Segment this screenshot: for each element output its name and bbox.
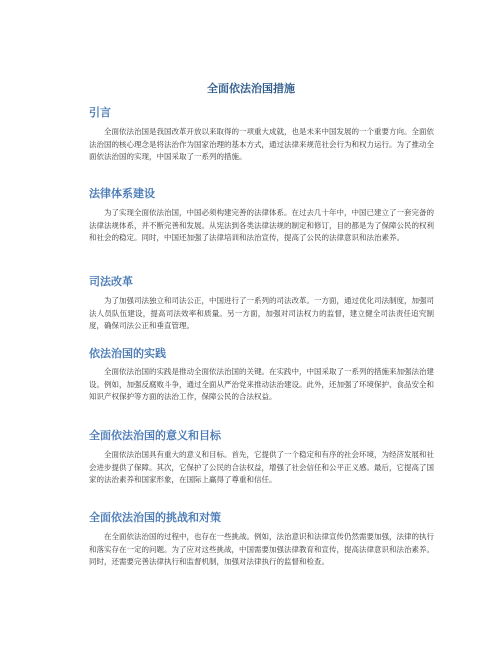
section-body-legal-system: 为了实现全面依法治国，中国必须构建完善的法律体系。在过去几十年中，中国已建立了一套完备的法律法规体系，并不断完善和发展。从宪法到各类法律法规的制定和修订，目的都是为了保障公民的权利和社会的稳定。同时，中国还加强了法律培训和法治宣传，提高了公民的法律意识和法治素养。 bbox=[89, 208, 434, 243]
section-heading-judicial-reform: 司法改革 bbox=[89, 275, 133, 288]
section-body-challenges: 在全面依法治国的过程中，也存在一些挑战。例如，法治意识和法律宣传仍然需要加强，法律的执行和落实存在一定的问题。为了应对这些挑战，中国需要加强法律教育和宣传，提高法律意识和法治素养。同时，还需要完善法律执行和监督机制，加强对法律执行的监督和检查。 bbox=[89, 532, 434, 567]
section-heading-significance: 全面依法治国的意义和目标 bbox=[89, 429, 221, 442]
section-heading-introduction: 引言 bbox=[89, 106, 111, 119]
section-body-significance: 全面依法治国具有重大的意义和目标。首先，它提供了一个稳定和有序的社会环境，为经济发展和社会进步提供了保障。其次，它保护了公民的合法权益，增强了社会信任和公平正义感。最后，它提高了国家的法治素养和国家形象，在国际上赢得了尊重和信任。 bbox=[89, 450, 434, 485]
section-body-judicial-reform: 为了加强司法独立和司法公正，中国进行了一系列的司法改革。一方面，通过优化司法制度，加强司法人员队伍建设，提高司法效率和质量。另一方面，加强对司法权力的监督，建立健全司法责任追究制度，确保司法公正和垂直管理。 bbox=[89, 296, 434, 331]
document-title: 全面依法治国措施 bbox=[207, 82, 295, 95]
section-body-introduction: 全面依法治国是我国改革开放以来取得的一项重大成就，也是未来中国发展的一个重要方向。全面依法治国的核心理念是将法治作为国家治理的基本方式，通过法律来规范社会行为和权力运行。为了推动全面依法治国的实现，中国采取了一系列的措施。 bbox=[89, 127, 434, 162]
section-body-practice: 全面依法治国的实践是推动全面依法治国的关键。在实践中，中国采取了一系列的措施来加强法治建设。例如，加强反腐败斗争，通过全面从严治党来推动法治建设。此外，还加强了环境保护、食品安全和知识产权保护等方面的法治工作，保障公民的合法权益。 bbox=[89, 367, 434, 402]
section-heading-challenges: 全面依法治国的挑战和对策 bbox=[89, 511, 221, 524]
section-heading-practice: 依法治国的实践 bbox=[89, 347, 166, 360]
section-heading-legal-system: 法律体系建设 bbox=[89, 187, 155, 200]
